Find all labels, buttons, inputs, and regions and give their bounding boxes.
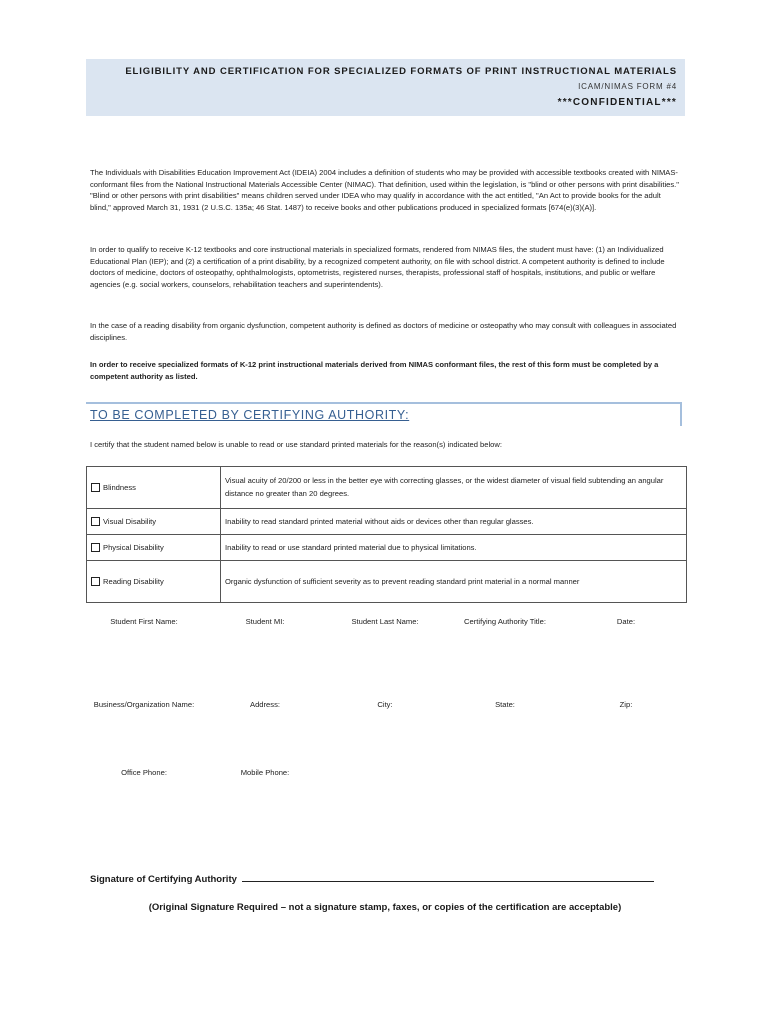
- reason-label: Visual Disability: [103, 517, 157, 526]
- physical-disability-checkbox[interactable]: [91, 543, 100, 552]
- reason-label: Physical Disability: [103, 543, 164, 552]
- reason-row-reading: [87, 561, 687, 603]
- reason-option: [87, 467, 221, 509]
- reason-option: [87, 509, 221, 535]
- reasons-table: [86, 466, 687, 603]
- city-label[interactable]: City:: [377, 700, 393, 709]
- business-organization-name-label[interactable]: Business/Organization Name:: [93, 700, 195, 709]
- mobile-phone-label[interactable]: Mobile Phone:: [240, 768, 290, 777]
- form-header: [86, 59, 685, 116]
- intro-paragraph-2: In order to qualify to receive K-12 textbooks and core instructional materials in specialized formats, rendered from NIMAS files, the student must have: (1) an Individualized Educational Plan (IEP); and (2) a certification of a print disability, by a recognized competent authority, on file with school district. A competent authority is defined to include doctors of medicine, doctors of osteopathy, ophthalmologists, optometrists, registered nurses, therapists, professional staff of hospitals, institutions, and public or welfare agencies (e.g. social workers, counselors, rehabilitation teachers and superintendents).: [90, 245, 665, 290]
- reason-description: Inability to read standard printed material without aids or devices other than regular glasses.: [221, 509, 687, 535]
- reading-disability-checkbox[interactable]: [91, 577, 100, 586]
- blindness-checkbox[interactable]: [91, 483, 100, 492]
- zip-label[interactable]: Zip:: [619, 700, 633, 709]
- reason-row-blindness: [87, 467, 687, 509]
- reason-description: Visual acuity of 20/200 or less in the better eye with correcting glasses, or the widest diameter of visual field subtending an angular distance no greater than 20 degrees.: [221, 467, 687, 509]
- address-label[interactable]: Address:: [250, 700, 280, 709]
- reason-row-visual: [87, 509, 687, 535]
- date-label[interactable]: Date:: [616, 617, 636, 626]
- intro-paragraph-3: In the case of a reading disability from organic dysfunction, competent authority is defined as doctors of medicine or osteopathy who may consult with colleagues in associated disciplines.: [90, 321, 677, 342]
- section-heading-text: TO BE COMPLETED BY CERTIFYING AUTHORITY:: [90, 408, 410, 422]
- reason-option: [87, 561, 221, 603]
- student-mi-label[interactable]: Student MI:: [245, 617, 285, 626]
- signature-note: (Original Signature Required – not a signature stamp, faxes, or copies of the certification are acceptable): [148, 902, 622, 913]
- form-id: ICAM/NIMAS FORM #4: [578, 82, 677, 91]
- intro-paragraph-1: The Individuals with Disabilities Education Improvement Act (IDEIA) 2004 includes a definition of students who may be provided with accessible textbooks created with NIMAS-conformant files from the National Instructional Materials Accessible Center (NIMAC). That definition, used within the legislation, is "blind or other persons with print disabilities." "Blind or other persons with print disabilities" means children served under IDEA who may qualify in accordance with the act entitled, "An Act to provide books for the adult blind," approved March 31, 1931 (2 U.S.C. 135a; 46 Stat. 1487) to receive books and other publications produced in specialized formats [674(e)(3)(A)].: [90, 168, 679, 213]
- visual-disability-checkbox[interactable]: [91, 517, 100, 526]
- intro-paragraph-4: In order to receive specialized formats of K-12 print instructional materials derived from NIMAS conformant files, the rest of this form must be completed by a competent authority as listed.: [90, 360, 659, 381]
- office-phone-label[interactable]: Office Phone:: [121, 768, 167, 777]
- reason-description: Organic dysfunction of sufficient severity as to prevent reading standard print material in a normal manner: [221, 561, 687, 603]
- signature-line[interactable]: [242, 872, 654, 882]
- reason-label: Reading Disability: [103, 577, 164, 586]
- form-title: ELIGIBILITY AND CERTIFICATION FOR SPECIALIZED FORMATS OF PRINT INSTRUCTIONAL MATERIALS: [125, 66, 677, 77]
- state-label[interactable]: State:: [495, 700, 515, 709]
- reason-label: Blindness: [103, 483, 136, 492]
- signature-block: [90, 872, 654, 885]
- section-heading: [86, 402, 682, 426]
- confidential-label: ***CONFIDENTIAL***: [557, 97, 677, 108]
- signature-label: Signature of Certifying Authority: [90, 874, 237, 885]
- reason-option: [87, 535, 221, 561]
- certifying-authority-title-label[interactable]: Certifying Authority Title:: [464, 617, 546, 626]
- reason-row-physical: [87, 535, 687, 561]
- student-first-name-label[interactable]: Student First Name:: [110, 617, 178, 626]
- certify-statement: I certify that the student named below is unable to read or use standard printed materials for the reason(s) indicated below:: [90, 440, 502, 449]
- reason-description: Inability to read or use standard printed material due to physical limitations.: [221, 535, 687, 561]
- student-last-name-label[interactable]: Student Last Name:: [351, 617, 419, 626]
